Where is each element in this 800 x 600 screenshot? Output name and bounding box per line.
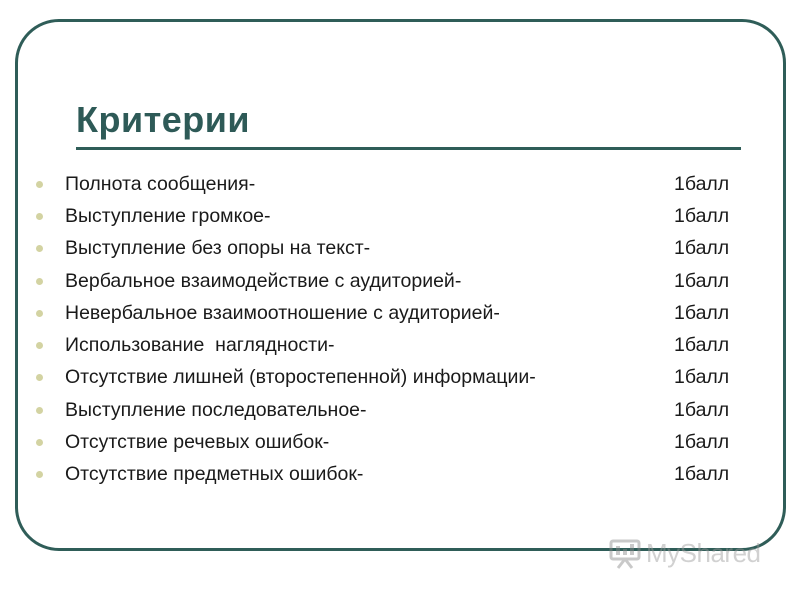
criterion-score: 1балл — [674, 204, 730, 227]
criterion-label: Вербальное взаимодействие с аудиторией- — [65, 269, 462, 292]
list-item — [34, 265, 754, 297]
criterion-score: 1балл — [674, 269, 730, 292]
bullet-icon — [36, 213, 43, 220]
bullet-icon — [36, 471, 43, 478]
watermark-text: MyShared — [646, 537, 761, 568]
bullet-icon — [36, 407, 43, 414]
list-item — [34, 168, 754, 200]
list-item — [34, 394, 754, 426]
criterion-label: Невербальное взаимоотношение с аудиторией- — [65, 301, 500, 324]
criterion-label: Выступление последовательное- — [65, 398, 367, 421]
criterion-label: Выступление громкое- — [65, 204, 271, 227]
list-item — [34, 329, 754, 361]
criterion-score: 1балл — [674, 172, 730, 195]
criteria-list — [34, 168, 754, 491]
bullet-icon — [36, 342, 43, 349]
list-item — [34, 362, 754, 394]
criterion-label: Полнота сообщения- — [65, 172, 256, 195]
criterion-score: 1балл — [674, 431, 730, 454]
criterion-label: Отсутствие речевых ошибок- — [65, 431, 330, 454]
list-item — [34, 459, 754, 491]
watermark — [608, 536, 761, 570]
criterion-score: 1балл — [674, 366, 730, 389]
list-item — [34, 200, 754, 232]
criterion-label: Отсутствие лишней (второстепенной) информации- — [65, 366, 536, 389]
criterion-score: 1балл — [674, 237, 730, 260]
criterion-score: 1балл — [674, 301, 730, 324]
bullet-icon — [36, 310, 43, 317]
bullet-icon — [36, 374, 43, 381]
title-underline — [76, 147, 741, 150]
criterion-score: 1балл — [674, 334, 730, 357]
list-item — [34, 233, 754, 265]
bullet-icon — [36, 181, 43, 188]
criterion-score: 1балл — [674, 463, 730, 486]
bullet-icon — [36, 278, 43, 285]
criterion-label: Использование наглядности- — [65, 334, 335, 357]
slide-title: Критерии — [76, 99, 250, 140]
presentation-board-icon — [608, 536, 642, 570]
list-item — [34, 297, 754, 329]
criterion-label: Отсутствие предметных ошибок- — [65, 463, 364, 486]
criterion-score: 1балл — [674, 398, 730, 421]
list-item — [34, 426, 754, 458]
bullet-icon — [36, 439, 43, 446]
criterion-label: Выступление без опоры на текст- — [65, 237, 371, 260]
bullet-icon — [36, 245, 43, 252]
